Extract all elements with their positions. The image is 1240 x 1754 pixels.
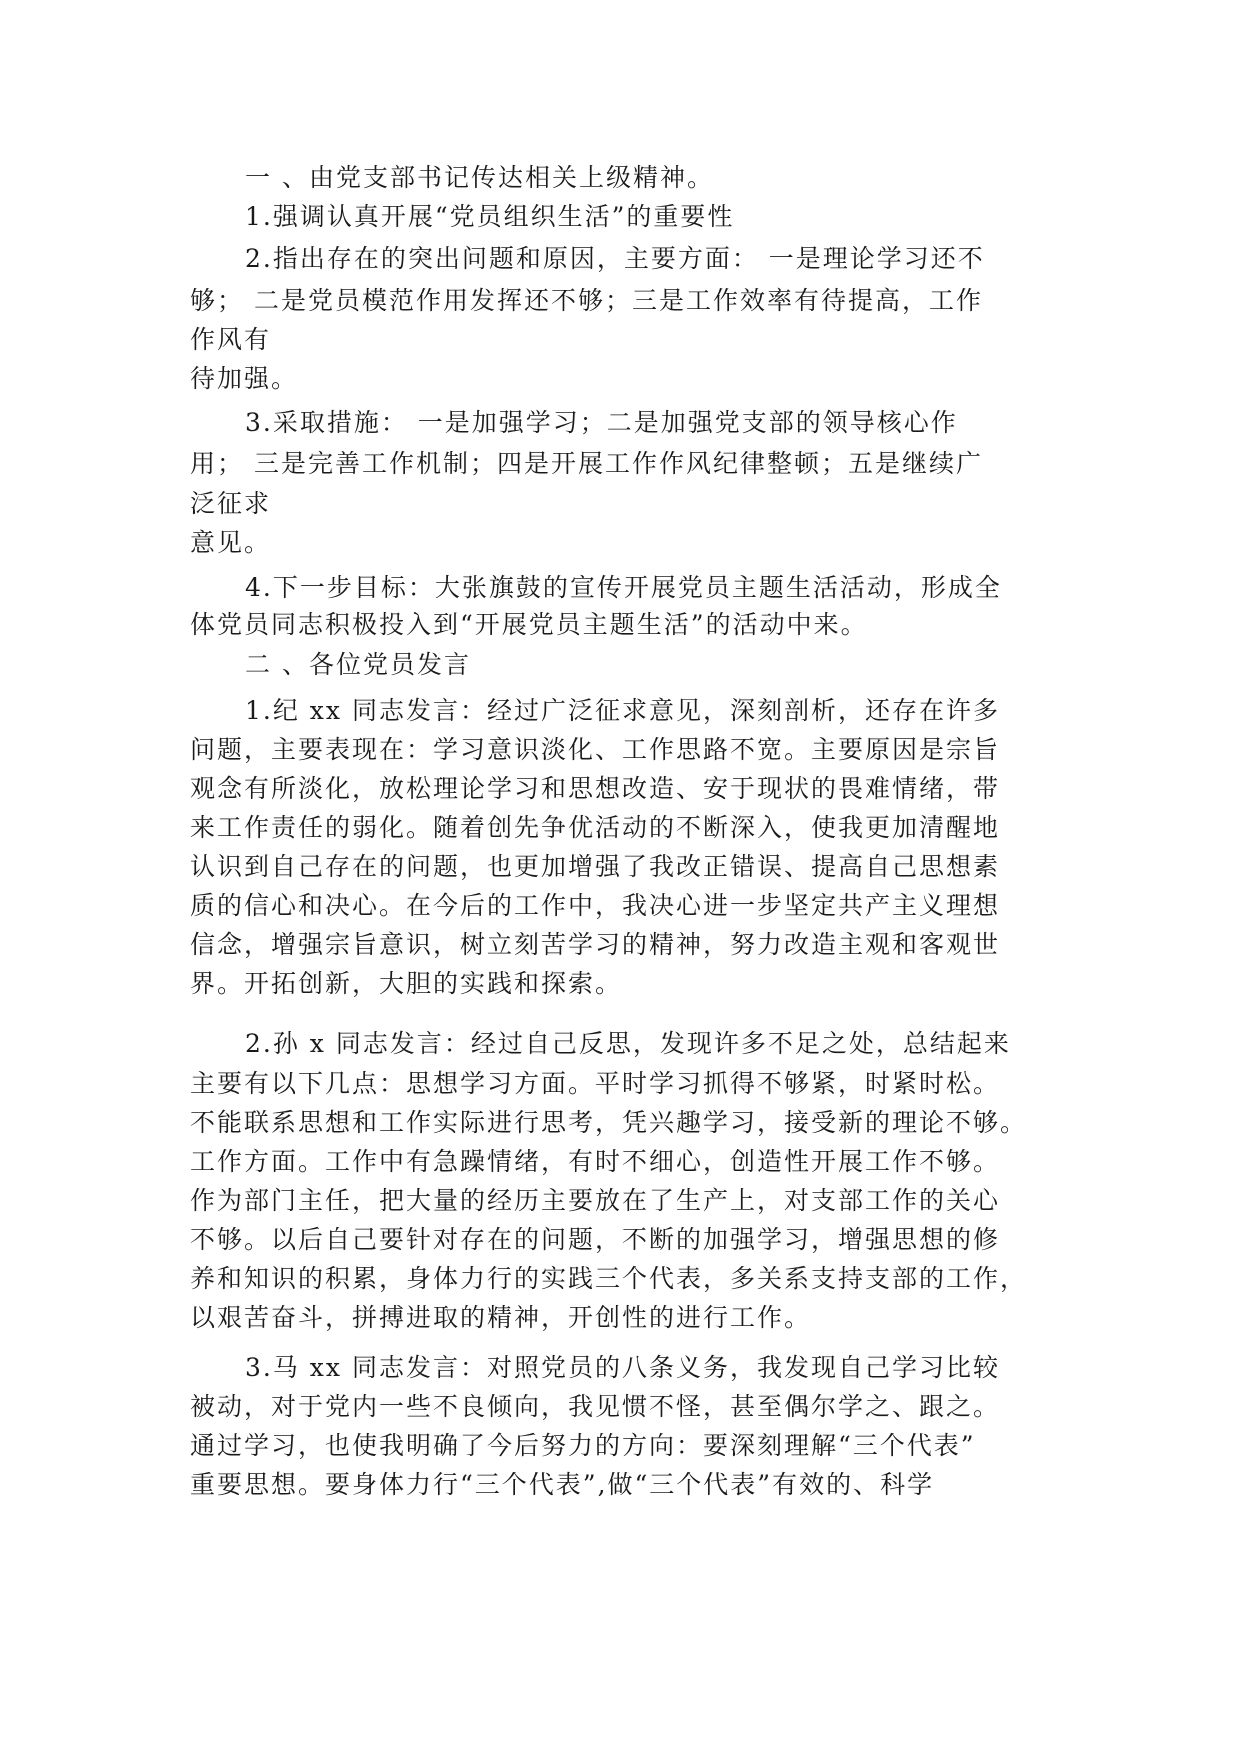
text-line: 信念，增强宗旨意识，树立刻苦学习的精神，努力改造主观和客观世: [190, 930, 1001, 959]
text-line: 泛征求: [190, 489, 272, 518]
text-line: 被动，对于党内一些不良倾向，我见惯不怪，甚至偶尔学之、跟之。: [190, 1392, 1001, 1421]
text-line: 4.下一步目标：大张旗鼓的宣传开展党员主题生活活动，形成全: [245, 573, 1002, 602]
text-line: 观念有所淡化，放松理论学习和思想改造、安于现状的畏难情绪，带: [190, 774, 1001, 803]
text-line: 1.纪 xx 同志发言：经过广泛征求意见，深刻剖析，还存在许多: [245, 696, 1000, 725]
text-line: 作为部门主任，把大量的经历主要放在了生产上，对支部工作的关心: [190, 1186, 1001, 1215]
text-line: 来工作责任的弱化。随着创先争优活动的不断深入，使我更加清醒地: [190, 813, 1001, 842]
text-line: 重要思想。要身体力行“三个代表”,做“三个代表”有效的、科学: [190, 1470, 935, 1499]
text-line: 1.强调认真开展“党员组织生活”的重要性: [245, 202, 735, 231]
text-line: 问题，主要表现在：学习意识淡化、工作思路不宽。主要原因是宗旨: [190, 735, 1001, 764]
text-line: 体党员同志积极投入到“开展党员主题生活”的活动中来。: [190, 610, 868, 639]
text-line: 够； 二是党员模范作用发挥还不够；三是工作效率有待提高，工作: [190, 286, 983, 315]
text-line: 不够。以后自己要针对存在的问题，不断的加强学习，增强思想的修: [190, 1225, 1001, 1254]
text-line: 通过学习，也使我明确了今后努力的方向：要深刻理解“三个代表”: [190, 1431, 976, 1460]
text-line: 质的信心和决心。在今后的工作中，我决心进一步坚定共产主义理想: [190, 891, 1001, 920]
heading-section-2: 二 、各位党员发言: [245, 650, 471, 679]
text-line: 养和知识的积累，身体力行的实践三个代表，多关系支持支部的工作，: [190, 1264, 1028, 1293]
text-line: 3.采取措施： 一是加强学习；二是加强党支部的领导核心作: [245, 408, 958, 437]
text-line: 主要有以下几点：思想学习方面。平时学习抓得不够紧，时紧时松。: [190, 1069, 1001, 1098]
text-line: 工作方面。工作中有急躁情绪，有时不细心，创造性开展工作不够。: [190, 1147, 1001, 1176]
text-line: 用； 三是完善工作机制；四是开展工作作风纪律整顿；五是继续广: [190, 449, 983, 478]
text-line: 作风有: [190, 325, 272, 354]
text-line: 2.指出存在的突出问题和原因，主要方面： 一是理论学习还不: [245, 244, 985, 273]
heading-section-1: 一 、由党支部书记传达相关上级精神。: [245, 163, 714, 192]
text-line: 待加强。: [190, 364, 299, 393]
text-line: 不能联系思想和工作实际进行思考，凭兴趣学习，接受新的理论不够。: [190, 1108, 1028, 1137]
text-line: 2.孙 x 同志发言：经过自己反思，发现许多不足之处，总结起来: [245, 1029, 1011, 1058]
text-line: 认识到自己存在的问题，也更加增强了我改正错误、提高自己思想素: [190, 852, 1001, 881]
text-line: 以艰苦奋斗，拼搏进取的精神，开创性的进行工作。: [190, 1303, 812, 1332]
text-line: 意见。: [190, 528, 272, 557]
text-line: 3.马 xx 同志发言：对照党员的八条义务，我发现自己学习比较: [245, 1353, 1000, 1382]
text-line: 界。开拓创新，大胆的实践和探索。: [190, 969, 623, 998]
